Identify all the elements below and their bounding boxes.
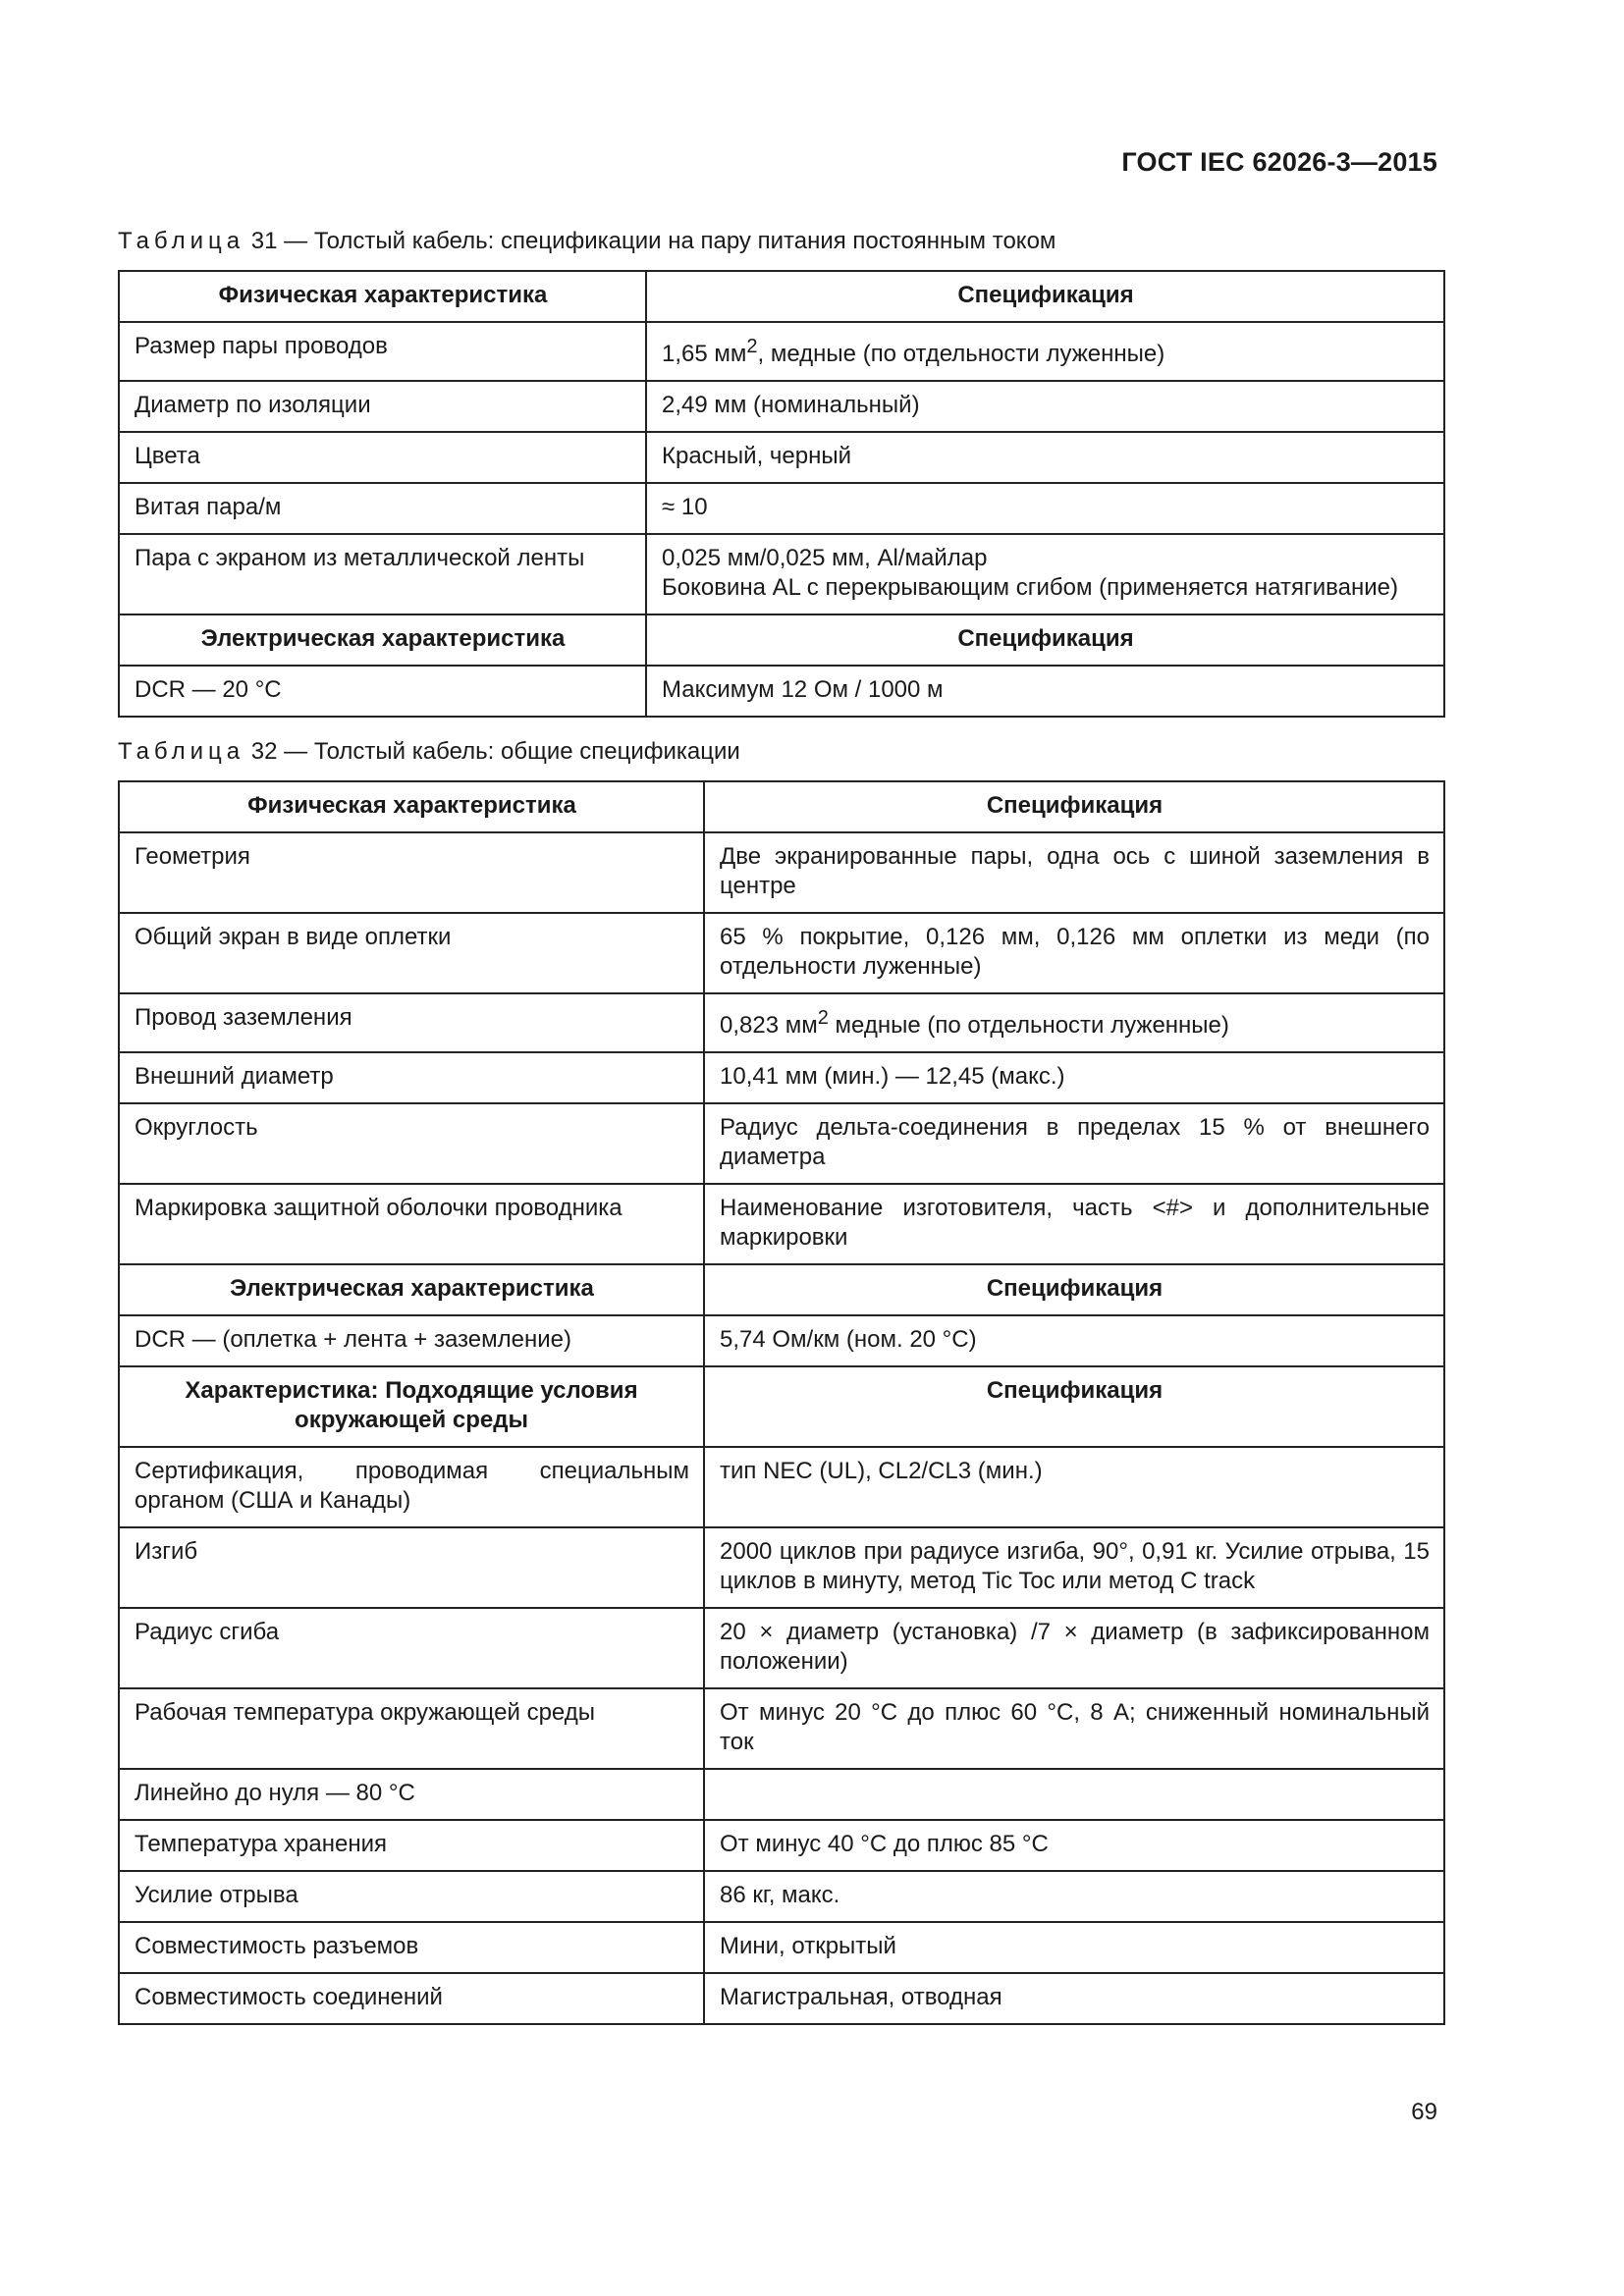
spec-cell: 86 кг, макс. xyxy=(704,1871,1444,1922)
property-cell: Цвета xyxy=(119,432,646,483)
table-row xyxy=(119,1688,1444,1769)
table-header-row xyxy=(119,1264,1444,1315)
table-row xyxy=(119,534,1444,614)
table-row xyxy=(119,381,1444,432)
spec-cell: Максимум 12 Ом / 1000 м xyxy=(646,666,1444,717)
header-cell: Спецификация xyxy=(646,614,1444,666)
caption-word: Таблица xyxy=(118,738,245,765)
table-row xyxy=(119,1052,1444,1103)
property-cell: Линейно до нуля — 80 °C xyxy=(119,1769,704,1820)
caption-text: 31 — Толстый кабель: спецификации на пару питания постоянным током xyxy=(250,228,1056,254)
superscript: 2 xyxy=(817,1007,829,1029)
spec-cell xyxy=(704,1769,1444,1820)
property-cell: Общий экран в виде оплетки xyxy=(119,913,704,993)
table-header-row xyxy=(119,271,1444,322)
table-row xyxy=(119,993,1444,1052)
spec-cell: От минус 40 °C до плюс 85 °C xyxy=(704,1820,1444,1871)
property-cell: Рабочая температура окружающей среды xyxy=(119,1688,704,1769)
spec-line: Боковина AL с перекрывающим сгибом (применяется натягивание) xyxy=(662,574,1398,601)
header-cell: Электрическая характеристика xyxy=(119,614,646,666)
spec-value-tail: медные (по отдельности луженные) xyxy=(828,1012,1229,1039)
property-cell: Радиус сгиба xyxy=(119,1608,704,1688)
spec-cell: 5,74 Ом/км (ном. 20 °C) xyxy=(704,1315,1444,1366)
header-cell: Электрическая характеристика xyxy=(119,1264,704,1315)
table-row xyxy=(119,1871,1444,1922)
caption-text: 32 — Толстый кабель: общие спецификации xyxy=(250,738,740,765)
table-row xyxy=(119,483,1444,534)
header-cell: Спецификация xyxy=(646,271,1444,322)
table-32-caption xyxy=(118,738,740,766)
spec-cell: 10,41 мм (мин.) — 12,45 (макс.) xyxy=(704,1052,1444,1103)
header-cell: Физическая характеристика xyxy=(119,271,646,322)
spec-cell xyxy=(704,993,1444,1052)
table-row xyxy=(119,1608,1444,1688)
property-cell: Внешний диаметр xyxy=(119,1052,704,1103)
property-cell: Совместимость соединений xyxy=(119,1973,704,2024)
spec-cell: тип NEC (UL), CL2/CL3 (мин.) xyxy=(704,1447,1444,1527)
table-row xyxy=(119,1447,1444,1527)
spec-cell: Радиус дельта-соединения в пределах 15 % от внешнего диаметра xyxy=(704,1103,1444,1184)
header-cell: Спецификация xyxy=(704,1264,1444,1315)
document-code: ГОСТ IEC 62026-3—2015 xyxy=(1121,147,1437,177)
property-cell: Диаметр по изоляции xyxy=(119,381,646,432)
spec-cell: 2,49 мм (номинальный) xyxy=(646,381,1444,432)
spec-cell: Две экранированные пары, одна ось с шиной заземления в центре xyxy=(704,832,1444,913)
table-row xyxy=(119,913,1444,993)
spec-cell xyxy=(646,534,1444,614)
property-cell: Пара с экраном из металлической ленты xyxy=(119,534,646,614)
spec-cell: Красный, черный xyxy=(646,432,1444,483)
table-row xyxy=(119,1103,1444,1184)
table-row xyxy=(119,1922,1444,1973)
table-header-row xyxy=(119,614,1444,666)
table-row xyxy=(119,1184,1444,1264)
page-number: 69 xyxy=(1411,2099,1437,2125)
spec-cell: Мини, открытый xyxy=(704,1922,1444,1973)
table-31-caption xyxy=(118,228,1056,255)
table-row xyxy=(119,432,1444,483)
spec-cell: 2000 циклов при радиусе изгиба, 90°, 0,91 кг. Усилие отрыва, 15 циклов в минуту, метод Tic Toc или метод C track xyxy=(704,1527,1444,1608)
property-cell: Изгиб xyxy=(119,1527,704,1608)
property-cell: Маркировка защитной оболочки проводника xyxy=(119,1184,704,1264)
table-32 xyxy=(118,780,1445,2025)
table-header-row xyxy=(119,1366,1444,1447)
property-cell: Провод заземления xyxy=(119,993,704,1052)
spec-value-tail: , медные (по отдельности луженные) xyxy=(757,341,1165,367)
property-cell: Усилие отрыва xyxy=(119,1871,704,1922)
property-cell: Сертификация, проводимая специальным органом (США и Канады) xyxy=(119,1447,704,1527)
header-cell: Физическая характеристика xyxy=(119,781,704,832)
header-cell: Характеристика: Подходящие условия окружающей среды xyxy=(119,1366,704,1447)
table-row xyxy=(119,666,1444,717)
spec-value: 1,65 мм xyxy=(662,341,747,367)
spec-value: 0,823 мм xyxy=(720,1012,818,1039)
superscript: 2 xyxy=(746,336,758,357)
spec-line: 0,025 мм/0,025 мм, Al/майлар xyxy=(662,545,988,571)
property-cell: Температура хранения xyxy=(119,1820,704,1871)
property-cell: Совместимость разъемов xyxy=(119,1922,704,1973)
property-cell: Округлость xyxy=(119,1103,704,1184)
spec-cell: От минус 20 °C до плюс 60 °C, 8 А; сниженный номинальный ток xyxy=(704,1688,1444,1769)
property-cell: DCR — (оплетка + лента + заземление) xyxy=(119,1315,704,1366)
table-row xyxy=(119,1820,1444,1871)
spec-cell: 20 × диаметр (установка) /7 × диаметр (в зафиксированном положении) xyxy=(704,1608,1444,1688)
table-31 xyxy=(118,270,1445,718)
header-cell: Спецификация xyxy=(704,781,1444,832)
property-cell: Геометрия xyxy=(119,832,704,913)
property-cell: Размер пары проводов xyxy=(119,322,646,381)
table-row xyxy=(119,1527,1444,1608)
table-row xyxy=(119,1973,1444,2024)
property-cell: DCR — 20 °C xyxy=(119,666,646,717)
table-row xyxy=(119,1315,1444,1366)
spec-cell: Магистральная, отводная xyxy=(704,1973,1444,2024)
spec-cell: ≈ 10 xyxy=(646,483,1444,534)
header-cell: Спецификация xyxy=(704,1366,1444,1447)
caption-word: Таблица xyxy=(118,228,245,254)
table-row xyxy=(119,832,1444,913)
spec-cell xyxy=(646,322,1444,381)
table-row xyxy=(119,1769,1444,1820)
table-row xyxy=(119,322,1444,381)
spec-cell: 65 % покрытие, 0,126 мм, 0,126 мм оплетки из меди (по отдельности луженные) xyxy=(704,913,1444,993)
property-cell: Витая пара/м xyxy=(119,483,646,534)
spec-cell: Наименование изготовителя, часть <#> и дополнительные маркировки xyxy=(704,1184,1444,1264)
table-header-row xyxy=(119,781,1444,832)
